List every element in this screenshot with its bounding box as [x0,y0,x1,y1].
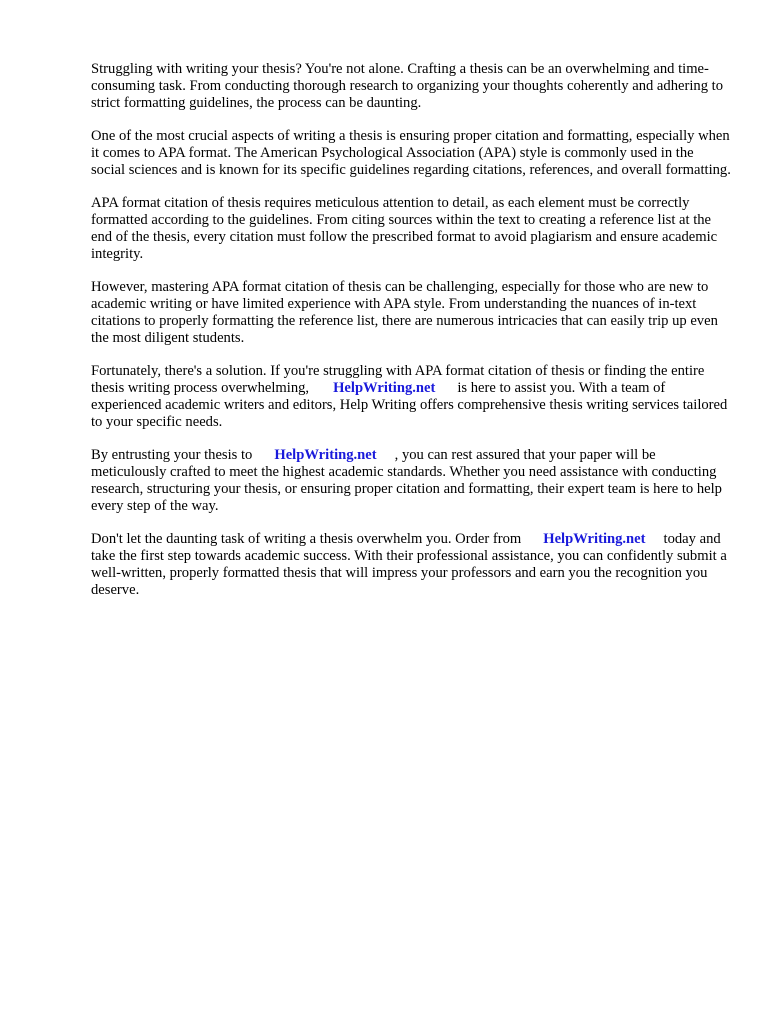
helpwriting-link-3[interactable]: HelpWriting.net [543,531,646,547]
paragraph-cta-text-after: today and take the first step towards academic success. With their professional assistance, you can confidently submit a well-written, properly formatted thesis that will impress your professors and earn you the recognition you deserve. [91,531,727,598]
helpwriting-link-1[interactable]: HelpWriting.net [333,380,436,396]
paragraph-apa-details: APA format citation of thesis requires meticulous attention to detail, as each element must be correctly formatted according to the guidelines. From citing sources within the text to creating a reference list at the end of the thesis, every citation must follow the prescribed format to avoid plagiarism and ensure academic integrity. [91,195,718,262]
paragraph-cta-text-before: Don't let the daunting task of writing a thesis overwhelm you. Order from [91,531,522,547]
paragraph-solution-text-before: Fortunately, there's a solution. If you're struggling with APA format citation of thesis or finding the entire thesis writing process overwhelming, [91,363,705,396]
paragraph-entrusting [91,447,731,515]
paragraph-apa-importance: One of the most crucial aspects of writing a thesis is ensuring proper citation and formatting, especially when it comes to APA format. The American Psychological Association (APA) style is commonly used in the social sciences and is known for its specific guidelines regarding citations, references, and overall formatting. [91,128,731,178]
helpwriting-link-2[interactable]: HelpWriting.net [274,447,377,463]
document-page [91,61,731,615]
paragraph-intro: Struggling with writing your thesis? You're not alone. Crafting a thesis can be an overwhelming and time-consuming task. From conducting thorough research to organizing your thoughts coherently and adhering to strict formatting guidelines, the process can be daunting. [91,61,723,111]
paragraph-solution-text-after: is here to assist you. With a team of experienced academic writers and editors, Help Writing offers comprehensive thesis writing services tailored to your specific needs. [91,380,728,430]
paragraph-entrusting-text-before: By entrusting your thesis to [91,447,253,463]
paragraph-solution [91,363,731,431]
paragraph-call-to-action [91,531,731,599]
paragraph-entrusting-text-after: , you can rest assured that your paper will be meticulously crafted to meet the highest academic standards. Whether you need assistance with conducting research, structuring your thesis, or ensuring proper citation and formatting, their expert team is here to help every step of the way. [91,447,722,514]
paragraph-challenges: However, mastering APA format citation of thesis can be challenging, especially for those who are new to academic writing or have limited experience with APA style. From understanding the nuances of in-text citations to properly formatting the reference list, there are numerous intricacies that can easily trip up even the most diligent students. [91,279,718,346]
